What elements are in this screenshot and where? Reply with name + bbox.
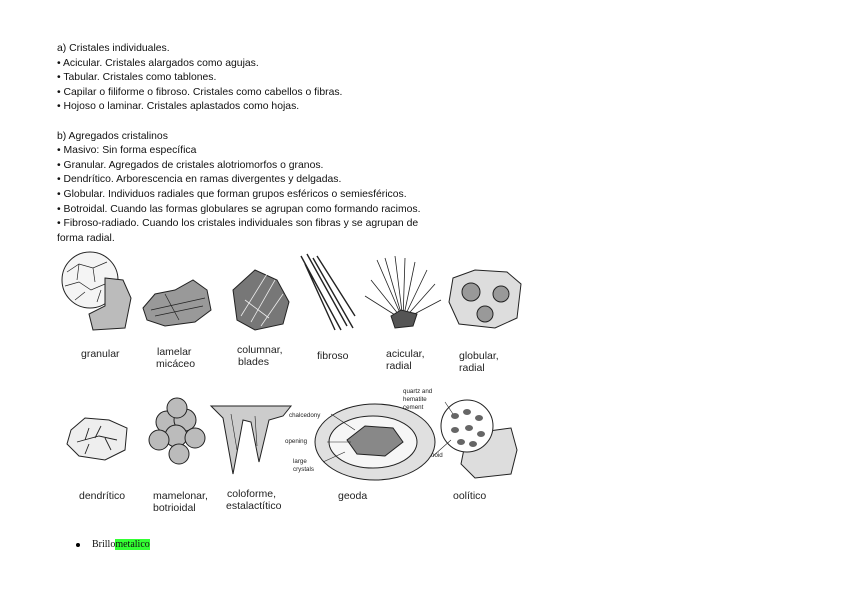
section-b-item: • Fibroso-radiado. Cuando los cristales individuales son fibras y se agrupan de [57,218,419,230]
label-hematite: hematite [403,396,427,403]
crystal-habits-illustration [55,250,525,520]
caption-geoda: geoda [338,490,368,502]
caption-radial-2: radial [459,362,485,374]
crystal-habits-figure [55,250,525,520]
label-cement: cement [403,404,424,411]
caption-lamelar: lamelar [157,346,192,358]
bullet-dot-icon [76,543,80,547]
highlighted-word: metalico [115,539,150,550]
label-large: large [293,458,307,465]
section-a-heading: a) Cristales individuales. [57,43,170,54]
caption-micaceo: micáceo [156,358,196,370]
brillo-bullet [76,539,150,550]
label-ooid: ooid [431,452,443,459]
text-block [57,42,477,246]
caption-mamelonar: mamelonar, [153,490,208,502]
label-quartz-and: quartz and [403,388,433,395]
bullet-word: Brillo [92,539,116,550]
section-b-item: • Botroidal. Cuando las formas globulares se agrupan como formando racimos. [57,203,421,215]
section-a-item: • Acicular. Cristales alargados como agujas. [57,57,259,69]
caption-granular: granular [81,348,120,360]
caption-oolitico: oolítico [453,490,487,502]
section-b-item: • Globular. Individuos radiales que forman grupos esféricos o semiesféricos. [57,188,407,200]
caption-blades: blades [238,356,269,368]
caption-columnar: columnar, [237,344,283,356]
label-crystals: crystals [293,466,314,473]
section-b-item: forma radial. [57,232,115,244]
section-b-item: • Masivo: Sin forma específica [57,145,197,157]
section-a-item: • Capilar o filiforme o fibroso. Cristales como cabellos o fibras. [57,86,343,98]
caption-globular: globular, [459,350,499,362]
caption-botrioidal: botrioidal [153,502,196,514]
section-a-item: • Tabular. Cristales como tablones. [57,72,217,84]
section-b-item: • Dendrítico. Arborescencia en ramas divergentes y delgadas. [57,174,342,186]
caption-acicular: acicular, [386,348,425,360]
caption-estalactitico: estalactítico [226,500,282,512]
caption-coloforme: coloforme, [227,488,277,500]
label-chalcedony: chalcedony [289,412,321,419]
label-opening: opening [285,438,308,445]
section-a-item: • Hojoso o laminar. Cristales aplastados como hojas. [57,101,300,113]
caption-radial: radial [386,360,412,372]
section-b-item: • Granular. Agregados de cristales alotriomorfos o granos. [57,159,324,171]
caption-dendritico: dendrítico [79,490,126,502]
section-b-heading: b) Agregados cristalinos [57,130,168,142]
caption-fibroso: fibroso [317,350,349,362]
